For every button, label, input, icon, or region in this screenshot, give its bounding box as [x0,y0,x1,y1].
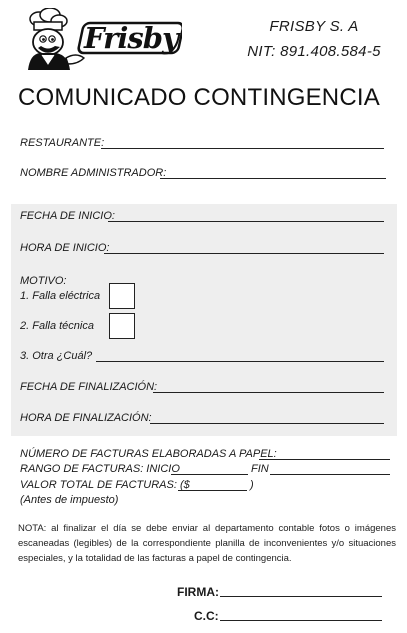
motivo-label: MOTIVO: [20,275,67,287]
falla-electrica-label: 1. Falla eléctrica [20,290,101,302]
fecha-finalizacion-label: FECHA DE FINALIZACIÓN: [20,381,158,393]
valor-total-label: VALOR TOTAL DE FACTURAS: ($ [20,479,190,491]
fecha-finalizacion-field[interactable] [153,392,384,393]
fecha-inicio-field[interactable] [108,221,384,222]
nombre-administrador-field[interactable] [160,178,386,179]
frisby-logo [22,8,182,70]
restaurante-label: RESTAURANTE: [20,137,105,149]
otra-label: 3. Otra ¿Cuál? [20,350,93,362]
fecha-inicio-label: FECHA DE INICIO: [20,210,115,222]
firma-label: FIRMA: [177,585,219,599]
document-title: COMUNICADO CONTINGENCIA [18,84,380,111]
hora-inicio-field[interactable] [104,253,384,254]
company-info [226,14,402,64]
contingency-note: NOTA: al finalizar el día se debe enviar al departamento contable fotos o imágenes escaneadas (legibles) de la correspondiente planilla de inconvenientes y/o situaciones especiales, y la totalidad de las facturas a papel de contingencia. [18,523,396,564]
rango-fin-label: FIN [251,463,269,475]
falla-tecnica-checkbox[interactable] [109,313,135,339]
rango-inicio-field[interactable] [171,474,248,475]
falla-electrica-checkbox[interactable] [109,283,135,309]
numero-facturas-field[interactable] [259,459,390,460]
valor-total-close: ) [250,479,254,491]
valor-total-field[interactable] [178,490,247,491]
cc-field[interactable] [220,620,382,621]
restaurante-field[interactable] [101,148,384,149]
brand-wordmark-text: Frisby [84,21,178,55]
rango-facturas-label: RANGO DE FACTURAS: INICIO [20,463,180,475]
cc-label: C.C: [194,609,219,623]
numero-facturas-label: NÚMERO DE FACTURAS ELABORADAS A PAPEL: [20,448,277,460]
company-name: FRISBY S. A [269,18,359,35]
firma-field[interactable] [220,596,382,597]
antes-impuesto-label: (Antes de impuesto) [20,494,119,506]
hora-finalizacion-field[interactable] [150,423,384,424]
falla-tecnica-label: 2. Falla técnica [20,320,94,332]
hora-inicio-label: HORA DE INICIO: [20,242,110,254]
nombre-administrador-label: NOMBRE ADMINISTRADOR: [20,167,167,179]
hora-finalizacion-label: HORA DE FINALIZACIÓN: [20,412,152,424]
brand-wordmark [76,18,182,58]
otra-field[interactable] [96,361,384,362]
company-nit: NIT: 891.408.584-5 [247,43,381,60]
rango-fin-field[interactable] [270,474,390,475]
